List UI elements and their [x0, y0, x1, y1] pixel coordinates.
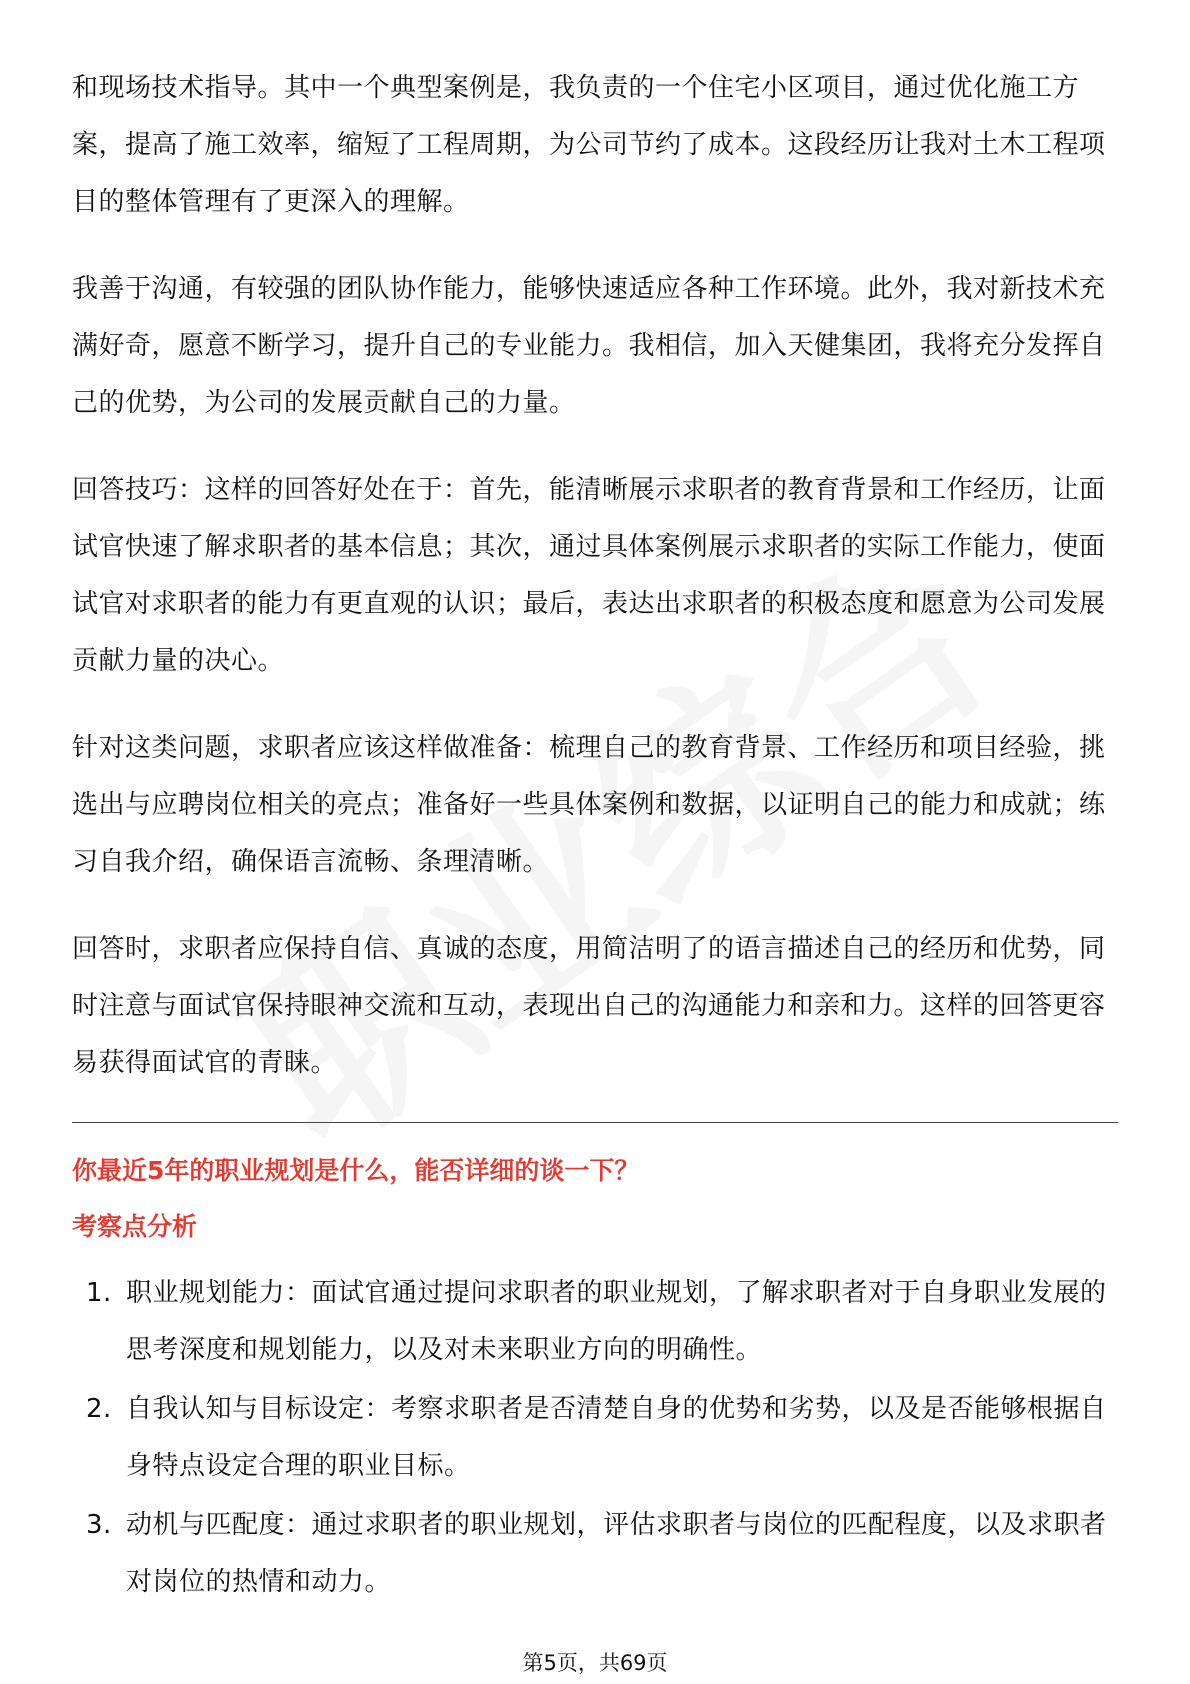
interview-question: 你最近5年的职业规划是什么，能否详细的谈一下？: [72, 1156, 640, 1185]
list-item-text: 职业规划能力：面试官通过提问求职者的职业规划，了解求职者对于自身职业发展的思考深度和规划能力，以及对未来职业方向的明确性。: [126, 1278, 1107, 1365]
paragraph-strengths: 我善于沟通，有较强的团队协作能力，能够快速适应各种工作环境。此外，我对新技术充满好奇，愿意不断学习，提升自己的专业能力。我相信，加入天健集团，我将充分发挥自己的优势，为公司的发展贡献自己的力量。: [72, 274, 1106, 418]
list-item: [72, 1497, 1118, 1611]
list-item-text: 动机与匹配度：通过求职者的职业规划，评估求职者与岗位的匹配程度，以及求职者对岗位的热情和动力。: [126, 1510, 1107, 1597]
section-divider: [72, 1122, 1118, 1123]
paragraph-answer-tips: 回答技巧：这样的回答好处在于：首先，能清晰展示求职者的教育背景和工作经历，让面试官快速了解求职者的基本信息；其次，通过具体案例展示求职者的实际工作能力，使面试官对求职者的能力有更直观的认识；最后，表达出求职者的积极态度和愿意为公司发展贡献力量的决心。: [72, 475, 1106, 676]
list-number: 1.: [86, 1278, 112, 1308]
paragraph-answer-attitude: 回答时，求职者应保持自信、真诚的态度，用简洁明了的语言描述自己的经历和优势，同时注意与面试官保持眼神交流和互动，表现出自己的沟通能力和亲和力。这样的回答更容易获得面试官的青睐。: [72, 934, 1106, 1078]
list-item: [72, 1265, 1118, 1379]
list-item-text: 自我认知与目标设定：考察求职者是否清楚自身的优势和劣势，以及是否能够根据自身特点设定合理的职业目标。: [126, 1394, 1107, 1481]
list-item: [72, 1381, 1118, 1495]
analysis-list: [72, 1265, 1118, 1611]
page-number-footer: 第5页，共69页: [522, 1651, 668, 1675]
list-number: 2.: [86, 1394, 112, 1424]
document-page: [72, 60, 1118, 1613]
analysis-heading: 考察点分析: [72, 1212, 198, 1241]
paragraph-case: 和现场技术指导。其中一个典型案例是，我负责的一个住宅小区项目，通过优化施工方案，提高了施工效率，缩短了工程周期，为公司节约了成本。这段经历让我对土木工程项目的整体管理有了更深入的理解。: [72, 73, 1106, 217]
paragraph-preparation: 针对这类问题，求职者应该这样做准备：梳理自己的教育背景、工作经历和项目经验，挑选出与应聘岗位相关的亮点；准备好一些具体案例和数据，以证明自己的能力和成就；练习自我介绍，确保语言流畅、条理清晰。: [72, 733, 1106, 877]
list-number: 3.: [86, 1510, 112, 1540]
